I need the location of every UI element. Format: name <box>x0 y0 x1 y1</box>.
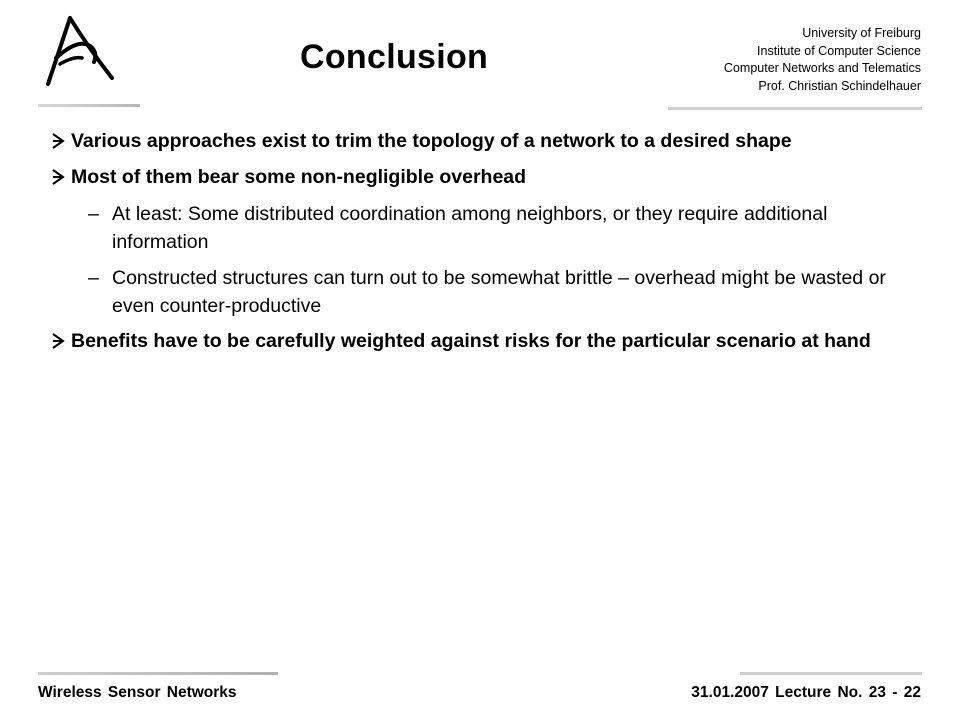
bullet-item <box>51 164 911 190</box>
sub-bullet-text: At least: Some distributed coordination among neighbors, or they require additional information <box>112 203 828 253</box>
affiliation-institute: Institute of Computer Science <box>757 43 921 58</box>
bullet-text: Various approaches exist to trim the topology of a network to a desired shape <box>71 130 792 152</box>
sub-bullet-item <box>88 264 911 320</box>
affiliation-block <box>724 25 921 95</box>
affiliation-divider <box>668 107 922 110</box>
sub-bullet-text: Constructed structures can turn out to be somewhat brittle – overhead might be wasted or even counter-productive <box>112 267 886 317</box>
bullet-text: Most of them bear some non-negligible overhead <box>71 166 527 188</box>
affiliation-professor: Prof. Christian Schindelhauer <box>758 78 921 93</box>
dash-bullet: – <box>88 267 99 289</box>
slide-content <box>51 128 911 364</box>
bullet-text: Benefits have to be carefully weighted against risks for the particular scenario at hand <box>71 330 871 352</box>
footer-course: Wireless Sensor Networks <box>38 684 237 701</box>
logo-divider <box>38 104 140 107</box>
university-logo <box>38 12 138 112</box>
affiliation-group: Computer Networks and Telematics <box>723 61 921 75</box>
sub-bullet-item <box>88 200 911 256</box>
slide-title: Conclusion <box>300 38 489 76</box>
arrow-bullet-icon <box>51 164 65 197</box>
freiburg-logo-icon <box>38 12 138 112</box>
dash-bullet: – <box>88 203 99 225</box>
footer-divider-left <box>38 672 278 675</box>
bullet-item <box>51 328 911 354</box>
arrow-bullet-icon <box>51 128 65 161</box>
arrow-bullet-icon <box>51 328 65 361</box>
bullet-item <box>51 128 911 154</box>
affiliation-university: University of Freiburg <box>802 26 921 40</box>
footer-divider-right <box>740 672 922 675</box>
footer-lecture: 31.01.2007 Lecture No. 23 - 22 <box>691 684 921 701</box>
